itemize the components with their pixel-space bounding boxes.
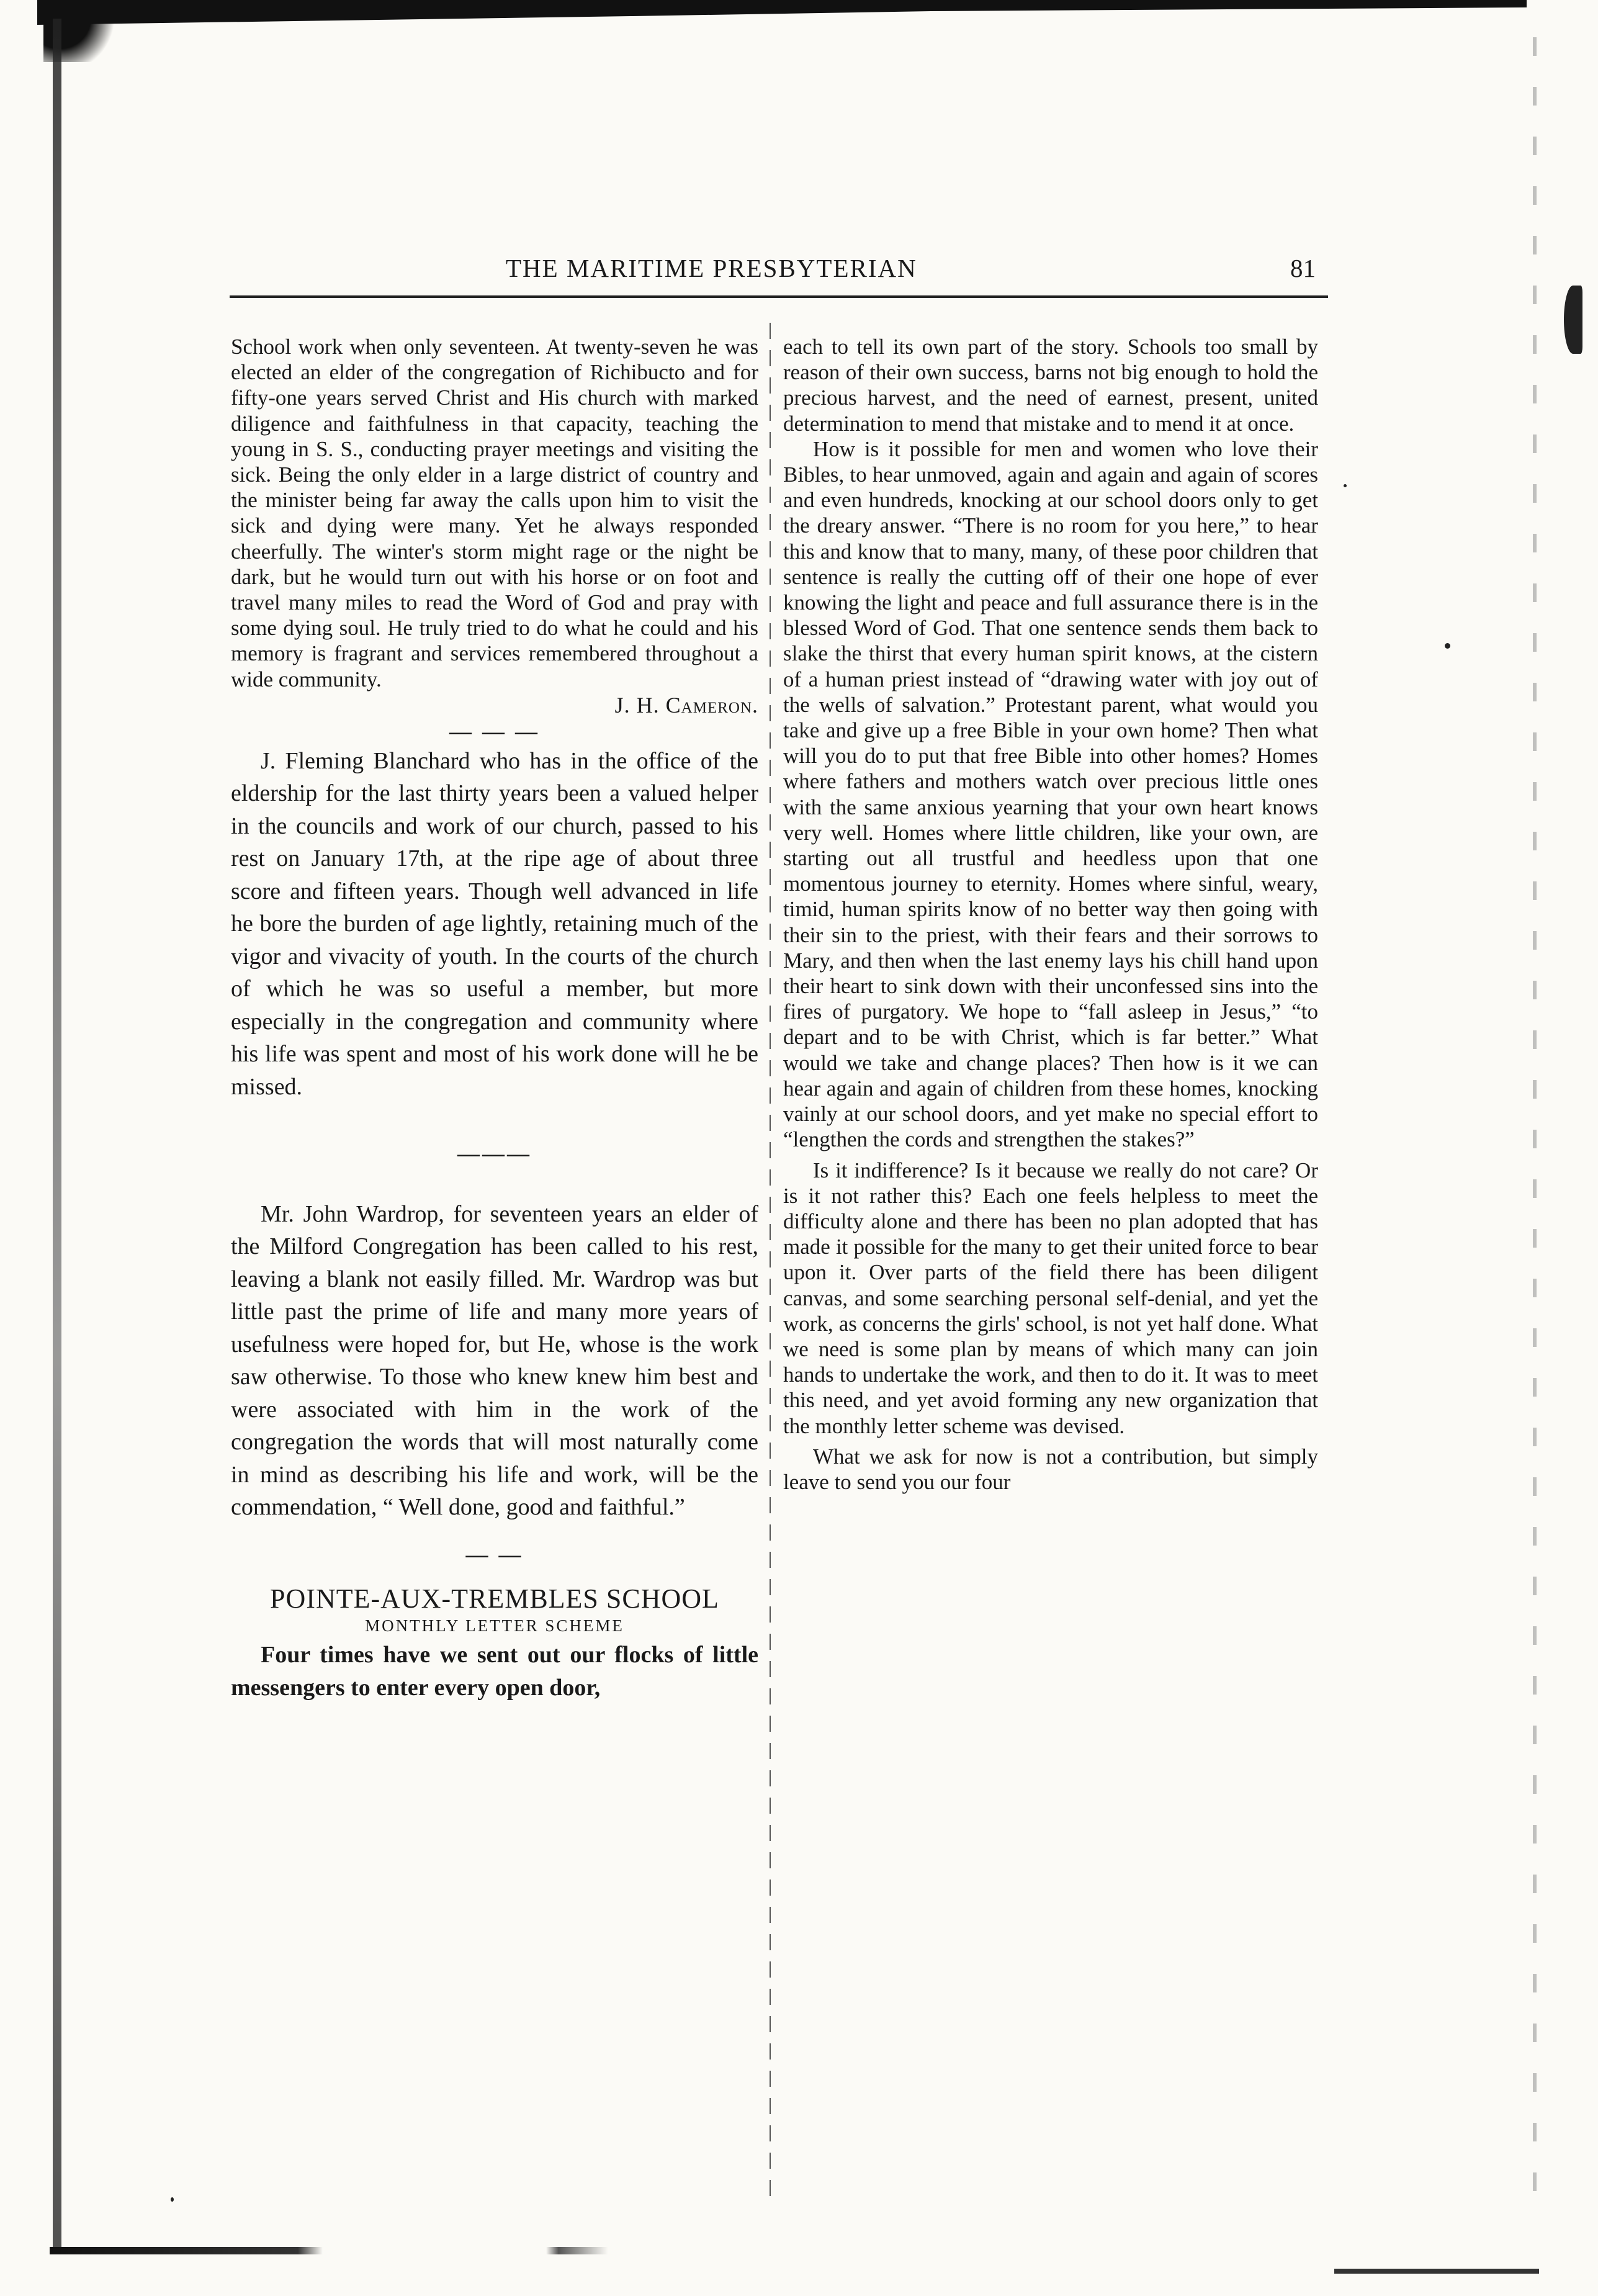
scan-edge-mark (1564, 286, 1582, 354)
obituary-blanchard-text: J. Fleming Blanchard who has in the office of the eldership for the last thirty years been a valued helper in the councils and work of our church, passed to his rest on January 17th, at the ripe age of about three score and fifteen years. Though well advanced in life he bore the burden of age lightly, retaining much of the vigor and vivacity of youth. In the courts of the church of which he was so useful a member, but more especially in the congregation and community where his life was spent and most of his work done will he be missed. (231, 747, 758, 1100)
obituary-signature: J. H. Cameron. (614, 692, 758, 718)
section-separator: — — — (449, 719, 540, 744)
page-number: 81 (1290, 254, 1316, 282)
left-column (231, 334, 758, 1704)
scan-border-bottom-right (1334, 2269, 1539, 2274)
right-column (783, 334, 1318, 1495)
article-paragraph: How is it possible for men and women who love their Bibles, to hear unmoved, again and again and again of scores and even hundreds, knocking at our school doors only to get the dreary answer. “There is no room for you here,” to hear this and know that to many, many, of these poor children that sentence is really the cutting off of their one hope of ever knowing the light and peace and full assurance there is in the blessed Word of God. That one sentence sends them back to slake the thirst that every human spirit knows, at the cistern of a human priest instead of “drawing water with joy out of the wells of salvation.” Protestant parent, what would you take and give up a free Bible in your own home? Then what will you do to put that free Bible into other homes? Homes where fathers and mothers watch over precious little ones with the same anxious yearning that your own heart knows very well. Homes where little children, like your own, are starting out all trustful and heedless upon that one momentous journey to eternity. Homes where sinful, weary, timid, human spirits know of no better way then going with their sin to the priest, with their fears and their sorrows to Mary, and then when the last enemy lays his chill hand upon their heart to sink down with their unconfessed sins into the fires of purgatory. We hope to “fall asleep in Jesus,” “to depart and to be with Christ, which is far better.” What would we take and change places? Then how is it we can hear again and again of children from these homes, knocking vainly at our school doors, and yet make no special effort to “lengthen the cords and strengthen the stakes?” (783, 436, 1318, 1152)
scan-speck (1445, 643, 1450, 649)
scan-speck (1344, 484, 1347, 487)
obituary-wardrop-text: Mr. John Wardrop, for seventeen years an elder of the Milford Congregation has been called to his rest, leaving a blank not easily filled. Mr. Wardrop was but little past the prime of life and many more years of usefulness were hoped for, but He, whose is the work saw otherwise. To those who knew knew him best and were associated with him in the work of the congregation the words that will most naturally come in mind as describing his life and work, will be the commendation, “ Well done, good and faithful.” (231, 1200, 758, 1521)
section-subheading: MONTHLY LETTER SCHEME (365, 1616, 624, 1635)
section-heading: POINTE-AUX-TREMBLES SCHOOL (270, 1583, 719, 1614)
running-head (230, 248, 1328, 286)
scan-border-right (1533, 37, 1537, 2210)
scan-border-left (53, 19, 61, 2253)
scan-border-bottom (50, 2247, 1291, 2254)
article-paragraph: each to tell its own part of the story. Schools too small by reason of their own success, barns not big enough to hold the precious harvest, and the need of earnest, present, united determination to mend that mistake and to mend it at once. (783, 335, 1318, 436)
article-paragraph: Is it indifference? Is it because we really do not care? Or is it not rather this? Each one feels helpless to meet the difficulty alone and there has been no plan adopted that has made it possible for the many to get their united force to bear upon it. Over parts of the field there has been diligent canvas, and some searching personal self-denial, and yet the work, as concerns the girls' school, is not yet half done. What we need is some plan by means of which many can join hands to undertake the work, and then to do it. It was to meet this need, and yet avoid forming any new organization that the monthly letter scheme was devised. (783, 1158, 1318, 1438)
section-separator: — — (465, 1541, 524, 1567)
section-intro-text: Four times have we sent out our flocks of little messengers to enter every open door, (231, 1642, 758, 1701)
obituary-cameron-text: School work when only seventeen. At twenty-seven he was elected an elder of the congregation of Richibucto and for fifty-one years served Christ and His church with marked diligence and faithfulness in that capacity, teaching the young in S. S., conducting prayer meetings and visiting the sick. Being the only elder in a large district of country and the minister being far away the calls upon him to visit the sick and dying were many. Yet he always responded cheerfully. The winter's storm might rage or the night be dark, but he would turn out with his horse or on foot and travel many miles to read the Word of God and pray with some dying soul. He truly tried to do what he could and his memory is fragrant and services remembered throughout a wide community. (231, 335, 758, 691)
section-separator: ——— (457, 1141, 532, 1166)
column-divider (770, 323, 771, 2197)
journal-title: THE MARITIME PRESBYTERIAN (506, 254, 917, 282)
header-rule (230, 295, 1328, 298)
article-paragraph: What we ask for now is not a contribution, but simply leave to send you our four (783, 1444, 1318, 1494)
scan-speck (171, 2197, 174, 2202)
scan-border-top (37, 0, 1527, 25)
